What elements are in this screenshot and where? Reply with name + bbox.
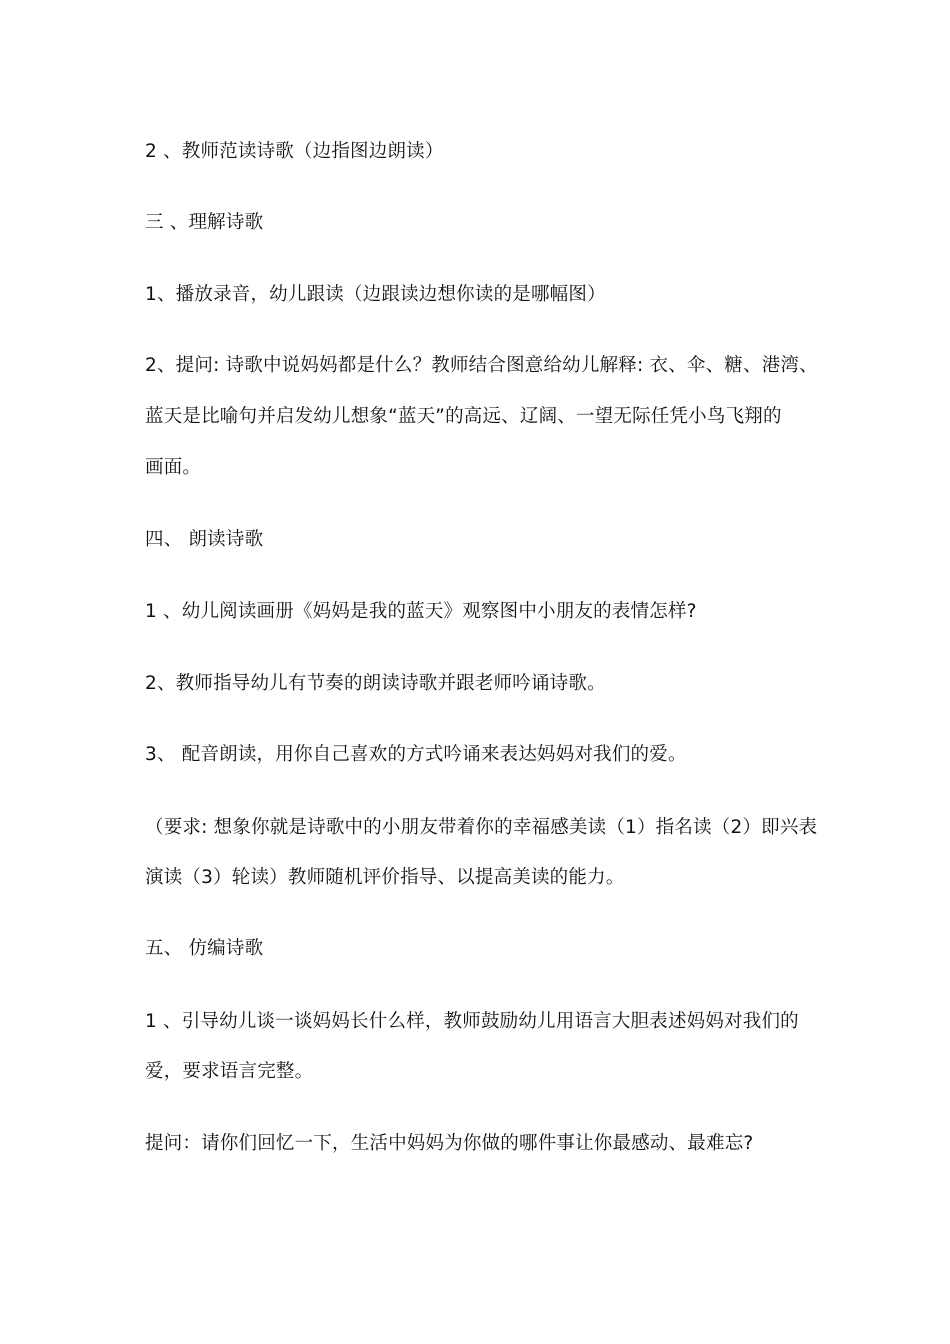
step-guide-talk-line-1: 1 、引导幼儿谈一谈妈妈长什么样，教师鼓励幼儿用语言大胆表述妈妈对我们的 <box>145 1011 799 1032</box>
section-heading-understand-poem: 三 、理解诗歌 <box>145 212 264 233</box>
step-question-line-2: 蓝天是比喻句并启发幼儿想象“蓝天”的高远、辽阔、一望无际任凭小鸟飞翔的 <box>145 406 782 427</box>
step-teacher-model-reading: 2 、教师范读诗歌（边指图边朗读） <box>145 141 444 162</box>
requirement-line-1: （要求: 想象你就是诗歌中的小朋友带着你的幸福感美读（1）指名读（2）即兴表 <box>145 817 818 838</box>
step-question-line-3: 画面。 <box>145 457 202 478</box>
step-dubbing-reading: 3、 配音朗读，用你自己喜欢的方式吟诵来表达妈妈对我们的爱。 <box>145 744 687 765</box>
step-guide-talk-line-2: 爱，要求语言完整。 <box>145 1061 314 1082</box>
step-read-picture-book: 1 、幼儿阅读画册《妈妈是我的蓝天》观察图中小朋友的表情怎样? <box>145 601 697 622</box>
step-play-recording: 1、播放录音，幼儿跟读（边跟读边想你读的是哪幅图） <box>145 284 606 305</box>
requirement-line-2: 演读（3）轮读）教师随机评价指导、以提高美读的能力。 <box>145 867 625 888</box>
section-heading-read-poem: 四、 朗读诗歌 <box>145 529 264 550</box>
question-recall: 提问：请你们回忆一下，生活中妈妈为你做的哪件事让你最感动、最难忘? <box>145 1133 754 1154</box>
step-rhythmic-reading: 2、教师指导幼儿有节奏的朗读诗歌并跟老师吟诵诗歌。 <box>145 673 606 694</box>
step-question-line-1: 2、提问: 诗歌中说妈妈都是什么？教师结合图意给幼儿解释: 衣、伞、糖、港湾、 <box>145 355 818 376</box>
section-heading-imitate-poem: 五、 仿编诗歌 <box>145 938 264 959</box>
